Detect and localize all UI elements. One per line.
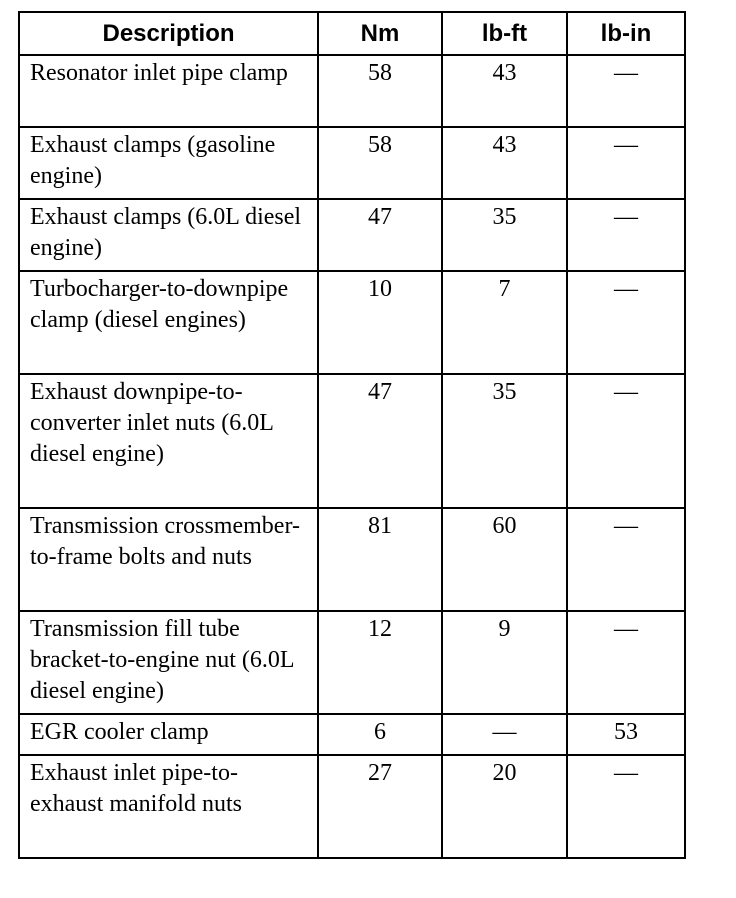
row-nm: 12 <box>318 611 442 714</box>
table-row <box>19 611 685 714</box>
header-description: Description <box>19 12 318 55</box>
row-description: Exhaust inlet pipe-to-exhaust manifold nuts <box>19 755 318 858</box>
table-row <box>19 714 685 755</box>
table-row <box>19 508 685 611</box>
row-description: Exhaust downpipe-to-converter inlet nuts (6.0L diesel engine) <box>19 374 318 508</box>
table-row <box>19 271 685 374</box>
row-nm: 47 <box>318 374 442 508</box>
row-lbin: — <box>567 271 685 374</box>
table-row <box>19 55 685 127</box>
row-lbin: — <box>567 755 685 858</box>
row-description: Transmission crossmember-to-frame bolts and nuts <box>19 508 318 611</box>
table-row <box>19 755 685 858</box>
row-lbft: 7 <box>442 271 567 374</box>
row-lbin: 53 <box>567 714 685 755</box>
row-nm: 27 <box>318 755 442 858</box>
row-lbin: — <box>567 611 685 714</box>
table-row <box>19 127 685 199</box>
row-lbin: — <box>567 127 685 199</box>
row-description: Transmission fill tube bracket-to-engine nut (6.0L diesel engine) <box>19 611 318 714</box>
row-nm: 47 <box>318 199 442 271</box>
table-body <box>19 55 685 858</box>
row-description: Exhaust clamps (gasoline engine) <box>19 127 318 199</box>
row-lbft: — <box>442 714 567 755</box>
row-nm: 6 <box>318 714 442 755</box>
row-nm: 58 <box>318 127 442 199</box>
row-lbft: 35 <box>442 374 567 508</box>
row-lbin: — <box>567 55 685 127</box>
row-lbft: 60 <box>442 508 567 611</box>
row-lbft: 35 <box>442 199 567 271</box>
header-nm: Nm <box>318 12 442 55</box>
row-lbft: 43 <box>442 55 567 127</box>
row-description: Turbocharger-to-downpipe clamp (diesel engines) <box>19 271 318 374</box>
row-nm: 81 <box>318 508 442 611</box>
header-row <box>19 12 685 55</box>
header-lbft: lb-ft <box>442 12 567 55</box>
row-description: EGR cooler clamp <box>19 714 318 755</box>
row-lbin: — <box>567 199 685 271</box>
row-lbft: 43 <box>442 127 567 199</box>
table-row <box>19 199 685 271</box>
row-description: Exhaust clamps (6.0L diesel engine) <box>19 199 318 271</box>
torque-spec-table <box>18 11 686 859</box>
row-lbin: — <box>567 508 685 611</box>
row-description: Resonator inlet pipe clamp <box>19 55 318 127</box>
row-lbft: 20 <box>442 755 567 858</box>
row-lbin: — <box>567 374 685 508</box>
row-nm: 58 <box>318 55 442 127</box>
table-row <box>19 374 685 508</box>
table-header <box>19 12 685 55</box>
row-nm: 10 <box>318 271 442 374</box>
header-lbin: lb-in <box>567 12 685 55</box>
row-lbft: 9 <box>442 611 567 714</box>
